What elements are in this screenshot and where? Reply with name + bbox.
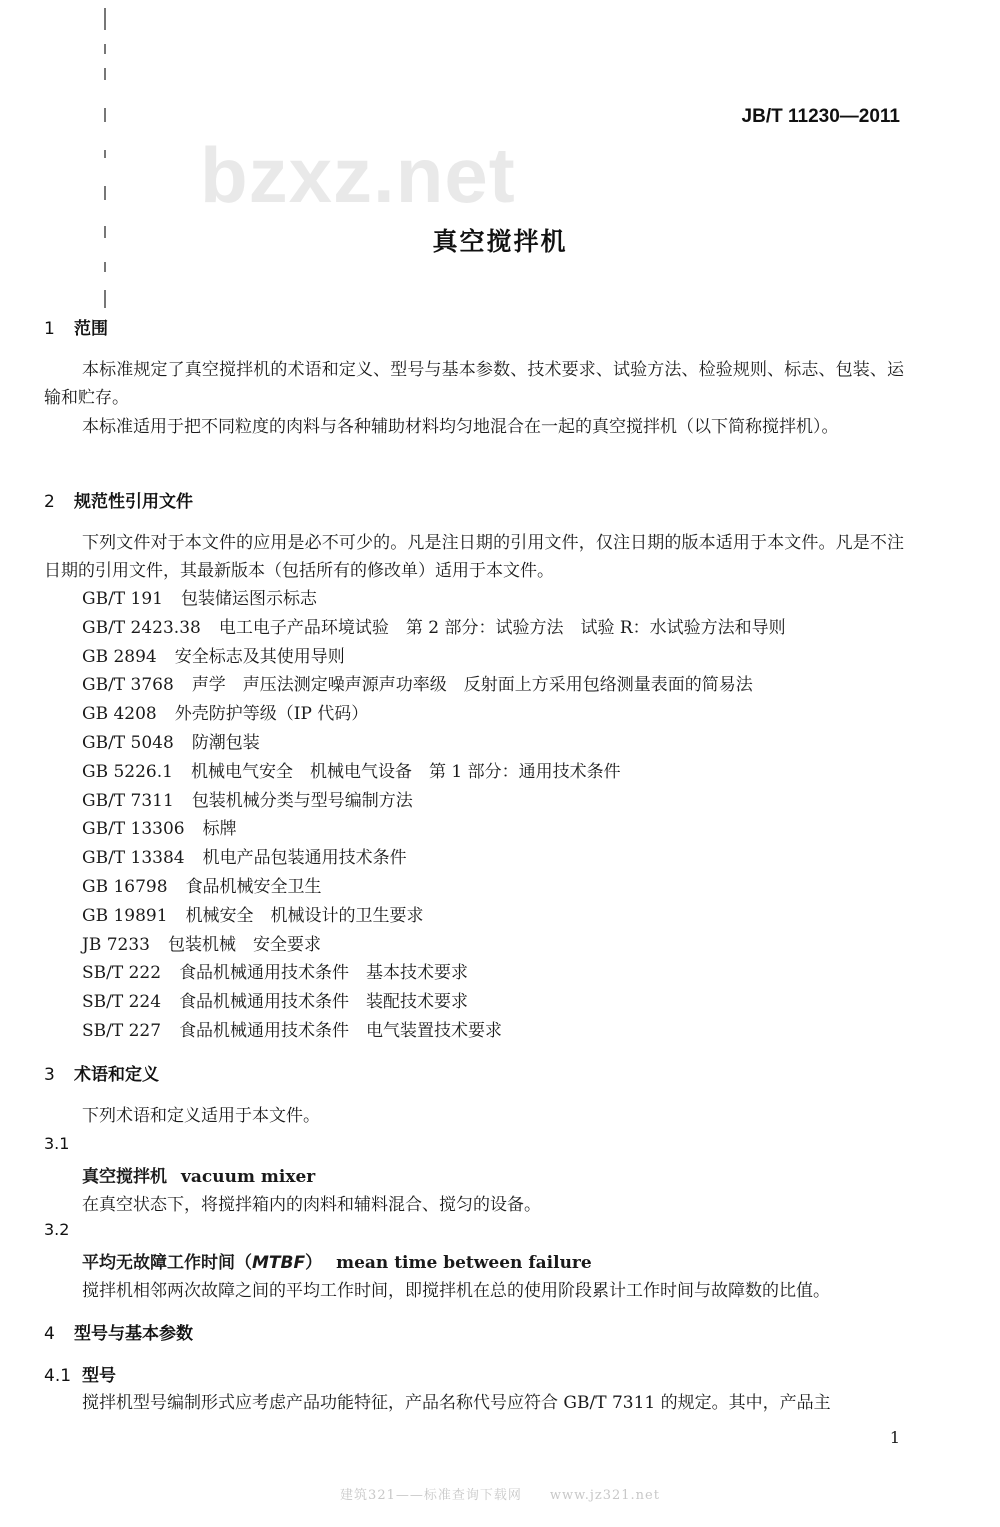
term-definition: 搅拌机相邻两次故障之间的平均工作时间，即搅拌机在总的使用阶段累计工作时间与故障数的比值。 [82, 1281, 830, 1301]
reference-code: SB/T 222 [82, 963, 162, 984]
section-title: 型号 [82, 1366, 116, 1386]
reference-title: 食品机械通用技术条件 装配技术要求 [179, 992, 469, 1013]
reference-item [82, 758, 786, 787]
paragraph: 下列文件对于本文件的应用是必不可少的。凡是注日期的引用文件，仅注日期的版本适用于本文件。凡是不注日期的引用文件，其最新版本（包括所有的修改单）适用于本文件。 [44, 533, 904, 581]
reference-title: 声学 声压法测定噪声源声功率级 反射面上方采用包络测量表面的简易法 [191, 675, 753, 696]
term-entry [82, 1248, 592, 1273]
reference-title: 机电产品包装通用技术条件 [202, 848, 407, 869]
reference-item [82, 614, 786, 643]
reference-item [82, 643, 786, 672]
reference-code: GB/T 7311 [82, 790, 174, 811]
reference-item [82, 787, 786, 816]
reference-item [82, 873, 786, 902]
term-definition: 在真空状态下，将搅拌箱内的肉料和辅料混合、搅匀的设备。 [82, 1195, 541, 1215]
term-en: vacuum mixer [181, 1167, 316, 1187]
reference-code: GB/T 13384 [82, 848, 185, 869]
reference-code: GB/T 3768 [82, 675, 174, 696]
section-number: 4.1 [44, 1366, 72, 1386]
paragraph: 本标准规定了真空搅拌机的术语和定义、型号与基本参数、技术要求、试验方法、检验规则、标志、包装、运输和贮存。 [44, 360, 904, 408]
section-number: 4 [44, 1324, 55, 1344]
section-number: 3 [44, 1065, 55, 1085]
reference-title: 包装储运图示标志 [181, 589, 317, 609]
page-number: 1 [889, 1428, 900, 1447]
reference-item [82, 844, 786, 873]
reference-item [82, 585, 786, 614]
footer-watermark: 建筑321——标准查询下载网 www.jz321.net [340, 1488, 660, 1503]
paragraph: 下列术语和定义适用于本文件。 [82, 1106, 320, 1126]
section-4-heading [44, 1319, 193, 1344]
reference-item [82, 671, 786, 700]
section-number: 1 [44, 319, 55, 339]
section-title: 范围 [74, 319, 108, 339]
reference-title: 电工电子产品环境试验 第 2 部分：试验方法 试验 R：水试验方法和导则 [218, 617, 786, 638]
reference-item [82, 815, 786, 844]
reference-item [82, 902, 786, 931]
reference-code: GB/T 191 [82, 589, 163, 609]
reference-title: 防潮包装 [191, 732, 260, 753]
section-2-heading [44, 487, 193, 512]
reference-item [82, 931, 786, 960]
document-title: 真空搅拌机 [432, 227, 568, 256]
subsection-number: 3.1 [44, 1134, 70, 1153]
section-title: 规范性引用文件 [74, 492, 193, 512]
section-1-heading [44, 314, 108, 339]
reference-title: 包装机械分类与型号编制方法 [191, 790, 413, 811]
term-en: mean time between failure [336, 1253, 592, 1273]
watermark-text: bzxz.net [200, 131, 516, 219]
term-entry [82, 1162, 315, 1187]
reference-title: 包装机械 安全要求 [167, 934, 321, 955]
reference-code: GB 5226.1 [82, 761, 173, 782]
term-abbreviation: MTBF [252, 1253, 306, 1273]
reference-item [82, 988, 786, 1017]
reference-title: 标牌 [202, 819, 237, 840]
reference-item [82, 729, 786, 758]
reference-title: 安全标志及其使用导则 [174, 646, 345, 667]
reference-code: JB 7233 [82, 934, 150, 955]
binding-marks [100, 0, 114, 320]
reference-code: GB/T 2423.38 [82, 617, 201, 638]
term-zh: 平均无故障工作时间（ [82, 1253, 252, 1273]
paragraph: 本标准适用于把不同粒度的肉料与各种辅助材料均匀地混合在一起的真空搅拌机（以下简称搅拌机）。 [82, 417, 839, 437]
reference-code: GB 19891 [82, 905, 168, 926]
term-zh: 真空搅拌机 [82, 1167, 167, 1187]
reference-list [82, 585, 786, 1046]
reference-title: 食品机械通用技术条件 基本技术要求 [179, 963, 469, 984]
subsection-4-1-heading [44, 1361, 116, 1386]
term-zh-close: ） [305, 1253, 323, 1273]
reference-item [82, 700, 786, 729]
reference-title: 机械电气安全 机械电气设备 第 1 部分：通用技术条件 [190, 761, 621, 782]
reference-item [82, 1017, 786, 1046]
standard-id: JB/T 11230—2011 [741, 106, 900, 127]
reference-code: GB 2894 [82, 646, 157, 667]
paragraph: 搅拌机型号编制形式应考虑产品功能特征，产品名称代号应符合 GB/T 7311 的规定。其中，产品主 [82, 1393, 831, 1413]
reference-code: GB/T 13306 [82, 819, 185, 840]
subsection-number: 3.2 [44, 1220, 70, 1239]
section-number: 2 [44, 492, 55, 512]
reference-item [82, 959, 786, 988]
reference-code: GB 4208 [82, 704, 157, 725]
reference-code: GB/T 5048 [82, 732, 174, 753]
reference-title: 机械安全 机械设计的卫生要求 [185, 905, 424, 926]
reference-title: 食品机械安全卫生 [185, 876, 322, 897]
reference-title: 外壳防护等级（IP 代码） [174, 704, 369, 725]
reference-title: 食品机械通用技术条件 电气装置技术要求 [179, 1020, 503, 1041]
section-3-heading [44, 1060, 159, 1085]
reference-code: GB 16798 [82, 876, 168, 897]
section-title: 术语和定义 [74, 1065, 159, 1085]
section-title: 型号与基本参数 [74, 1324, 193, 1344]
reference-code: SB/T 227 [82, 1020, 162, 1041]
reference-code: SB/T 224 [82, 992, 162, 1013]
